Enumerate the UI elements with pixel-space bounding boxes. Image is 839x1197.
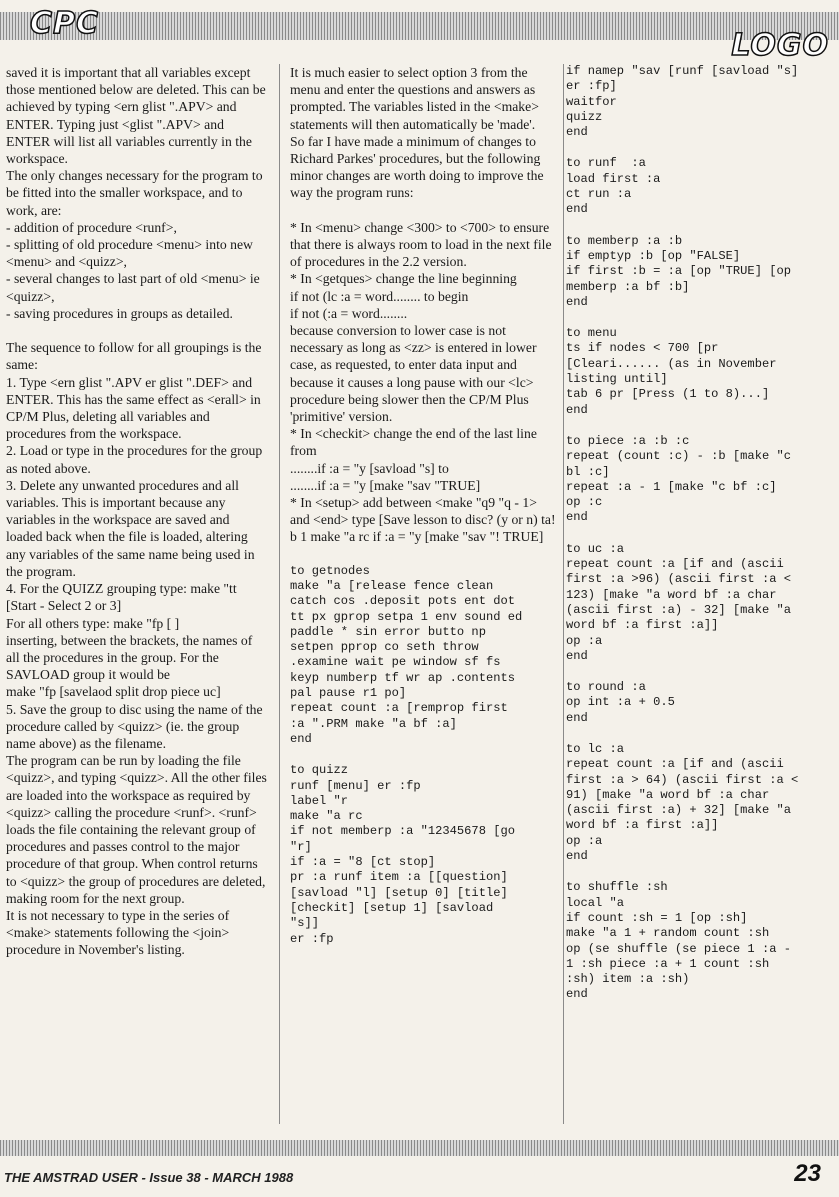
paragraph: * In <checkit> change the end of the last line from xyxy=(290,426,537,459)
paragraph: - splitting of old procedure <menu> into new <menu> and <quizz>, xyxy=(6,237,253,270)
code-col3 xyxy=(566,64,836,1003)
column-2 xyxy=(290,64,560,947)
page-number: 23 xyxy=(794,1160,821,1187)
code-block: to round :a op int :a + 0.5 end xyxy=(566,680,675,725)
column-divider xyxy=(279,64,280,1124)
paragraph: if not (lc :a = word........ to begin xyxy=(290,288,469,304)
paragraph: 5. Save the group to disc using the name of the procedure called by <quizz> (ie. the group name above) as the filename. xyxy=(6,701,263,751)
code-block: to menu ts if nodes < 700 [pr [Cleari...... (as in November listing until] tab 6 pr [Press (1 to 8)...] end xyxy=(566,326,777,417)
paragraph: * In <getques> change the line beginning xyxy=(290,271,517,287)
paragraph: 4. For the QUIZZ grouping type: make "tt [Start - Select 2 or 3] xyxy=(6,581,237,614)
paragraph: It is much easier to select option 3 from the menu and enter the questions and answers as prompted. The variables listed in the <make> statements will then automatically be 'made'. xyxy=(290,65,539,132)
code-block: if namep "sav [runf [savload "s] er :fp] waitfor quizz end xyxy=(566,64,799,140)
column-1 xyxy=(6,64,268,959)
magazine-footer: THE AMSTRAD USER - Issue 38 - MARCH 1988 xyxy=(4,1170,294,1185)
code-block: to memberp :a :b if emptyp :b [op "FALSE] if first :b = :a [op "TRUE] [op memberp :a bf :b] end xyxy=(566,233,791,309)
code-block: to piece :a :b :c repeat (count :c) - :b [make "c bl :c] repeat :a - 1 [make "c bf :c] op :c end xyxy=(566,433,791,525)
paragraph: - saving procedures in groups as detailed. xyxy=(6,305,233,321)
footer-band xyxy=(0,1140,839,1156)
header-band xyxy=(0,12,839,40)
paragraph: ........if :a = "y [savload "s] to xyxy=(290,460,449,476)
paragraph xyxy=(290,202,560,219)
paragraph: 3. Delete any unwanted procedures and all variables. This is important because any variables in the workspace are saved and loaded back when the file is loaded, altering any variables of the same name being used in the program. xyxy=(6,477,255,579)
code-block: to lc :a repeat count :a [if and (ascii first :a > 64) (ascii first :a < 91) [make "a word bf :a char (ascii first :a) + 32] [make "a word bf :a first :a]] op :a end xyxy=(566,741,799,864)
paragraph: For all others type: make "fp [ ] xyxy=(6,615,180,631)
paragraph: because conversion to lower case is not necessary as long as <zz> is entered in lower case, as requested, to enter data input and because it causes a long pause with our <lc> procedure being slower then the CP/M Plus 'primitive' version. xyxy=(290,323,537,425)
paragraph: The only changes necessary for the program to be fitted into the smaller workspace, and to work, are: xyxy=(6,168,263,218)
code-block: to uc :a repeat count :a [if and (ascii first :a >96) (ascii first :a < 123) [make "a word bf :a char (ascii first :a) - 32] [make "a word bf :a first :a]] op :a end xyxy=(566,541,791,663)
article-text-col2 xyxy=(290,64,560,546)
paragraph: - several changes to last part of old <menu> ie <quizz>, xyxy=(6,271,260,304)
paragraph: 2. Load or type in the procedures for the group as noted above. xyxy=(6,443,263,476)
paragraph: It is not necessary to type in the series of <make> statements following the <join> procedure in November's listing. xyxy=(6,907,230,958)
paragraph: The sequence to follow for all groupings is the same: xyxy=(6,340,262,373)
paragraph: ........if :a = "y [make "sav "TRUE] xyxy=(290,477,481,493)
section-title-cpc: CPC xyxy=(30,6,100,41)
paragraph: So far I have made a minimum of changes to Richard Parkes' procedures, but the following minor changes are worth doing to improve the way the program runs: xyxy=(290,133,544,201)
paragraph: inserting, between the brackets, the names of all the procedures in the group. For the SAVLOAD group it would be xyxy=(6,632,253,683)
paragraph: * In <setup> add between <make "q9 "q - 1> and <end> type [Save lesson to disc? (y or n) ta! b 1 make "a rc if :a = "y [make "sav "! TRUE] xyxy=(290,495,556,545)
column-divider xyxy=(563,64,564,1124)
paragraph: - addition of procedure <runf>, xyxy=(6,219,177,235)
section-title-logo: LOGO xyxy=(731,28,829,63)
paragraph xyxy=(6,322,268,339)
paragraph: * In <menu> change <300> to <700> to ensure that there is always room to load in the next file of procedures in the 2.2 version. xyxy=(290,219,552,270)
paragraph: saved it is important that all variables except those mentioned below are deleted. This can be achieved by typing <ern glist ".APV> and ENTER. Typing just <glist ".APV> and ENTER will list all variables currently in the workspace. xyxy=(6,65,266,167)
paragraph: make "fp [savelaod split drop piece uc] xyxy=(6,684,221,700)
paragraph: The program can be run by loading the file <quizz>, and typing <quizz>. All the other files are loaded into the workspace as required by <quizz> calling the procedure <runf>. <runf> loads the file containing the relevant group of procedures and passes control to the major procedure of that group. When control returns to <quizz> the group of procedures are deleted, making room for the next group. xyxy=(6,753,267,906)
code-block: to shuffle :sh local "a if count :sh = 1 [op :sh] make "a 1 + random count :sh op (se shuffle (se piece 1 :a - 1 :sh piece :a + 1 count :sh :sh) item :a :sh) end xyxy=(566,880,791,1002)
paragraph: 1. Type <ern glist ".APV er glist ".DEF> and ENTER. This has the same effect as <erall> in CP/M Plus, deleting all variables and procedures from the workspace. xyxy=(6,374,261,442)
paragraph: if not (:a = word........ xyxy=(290,305,408,321)
code-getnodes: to getnodes make "a [release fence clean catch cos .deposit pots ent dot tt px gprop setpa 1 env sound ed paddle * sin error butto np setpen pprop co seth throw .examine wait pe window sf fs keyp numberp tf wr ap .contents pal pause r1 po] repeat count :a [remprop first :a ".PRM make "a bf :a] end xyxy=(290,563,523,746)
column-3 xyxy=(566,64,836,1003)
code-quizz: to quizz runf [menu] er :fp label "r make "a rc if not memberp :a "12345678 [go "r] if :a = "8 [ct stop] pr :a runf item :a [[question] [savload "l] [setup 0] [title] [checkit] [setup 1] [savload "s]] er :fp xyxy=(290,763,515,946)
code-block: to runf :a load first :a ct run :a end xyxy=(566,156,661,217)
article-text-col1 xyxy=(6,64,268,959)
